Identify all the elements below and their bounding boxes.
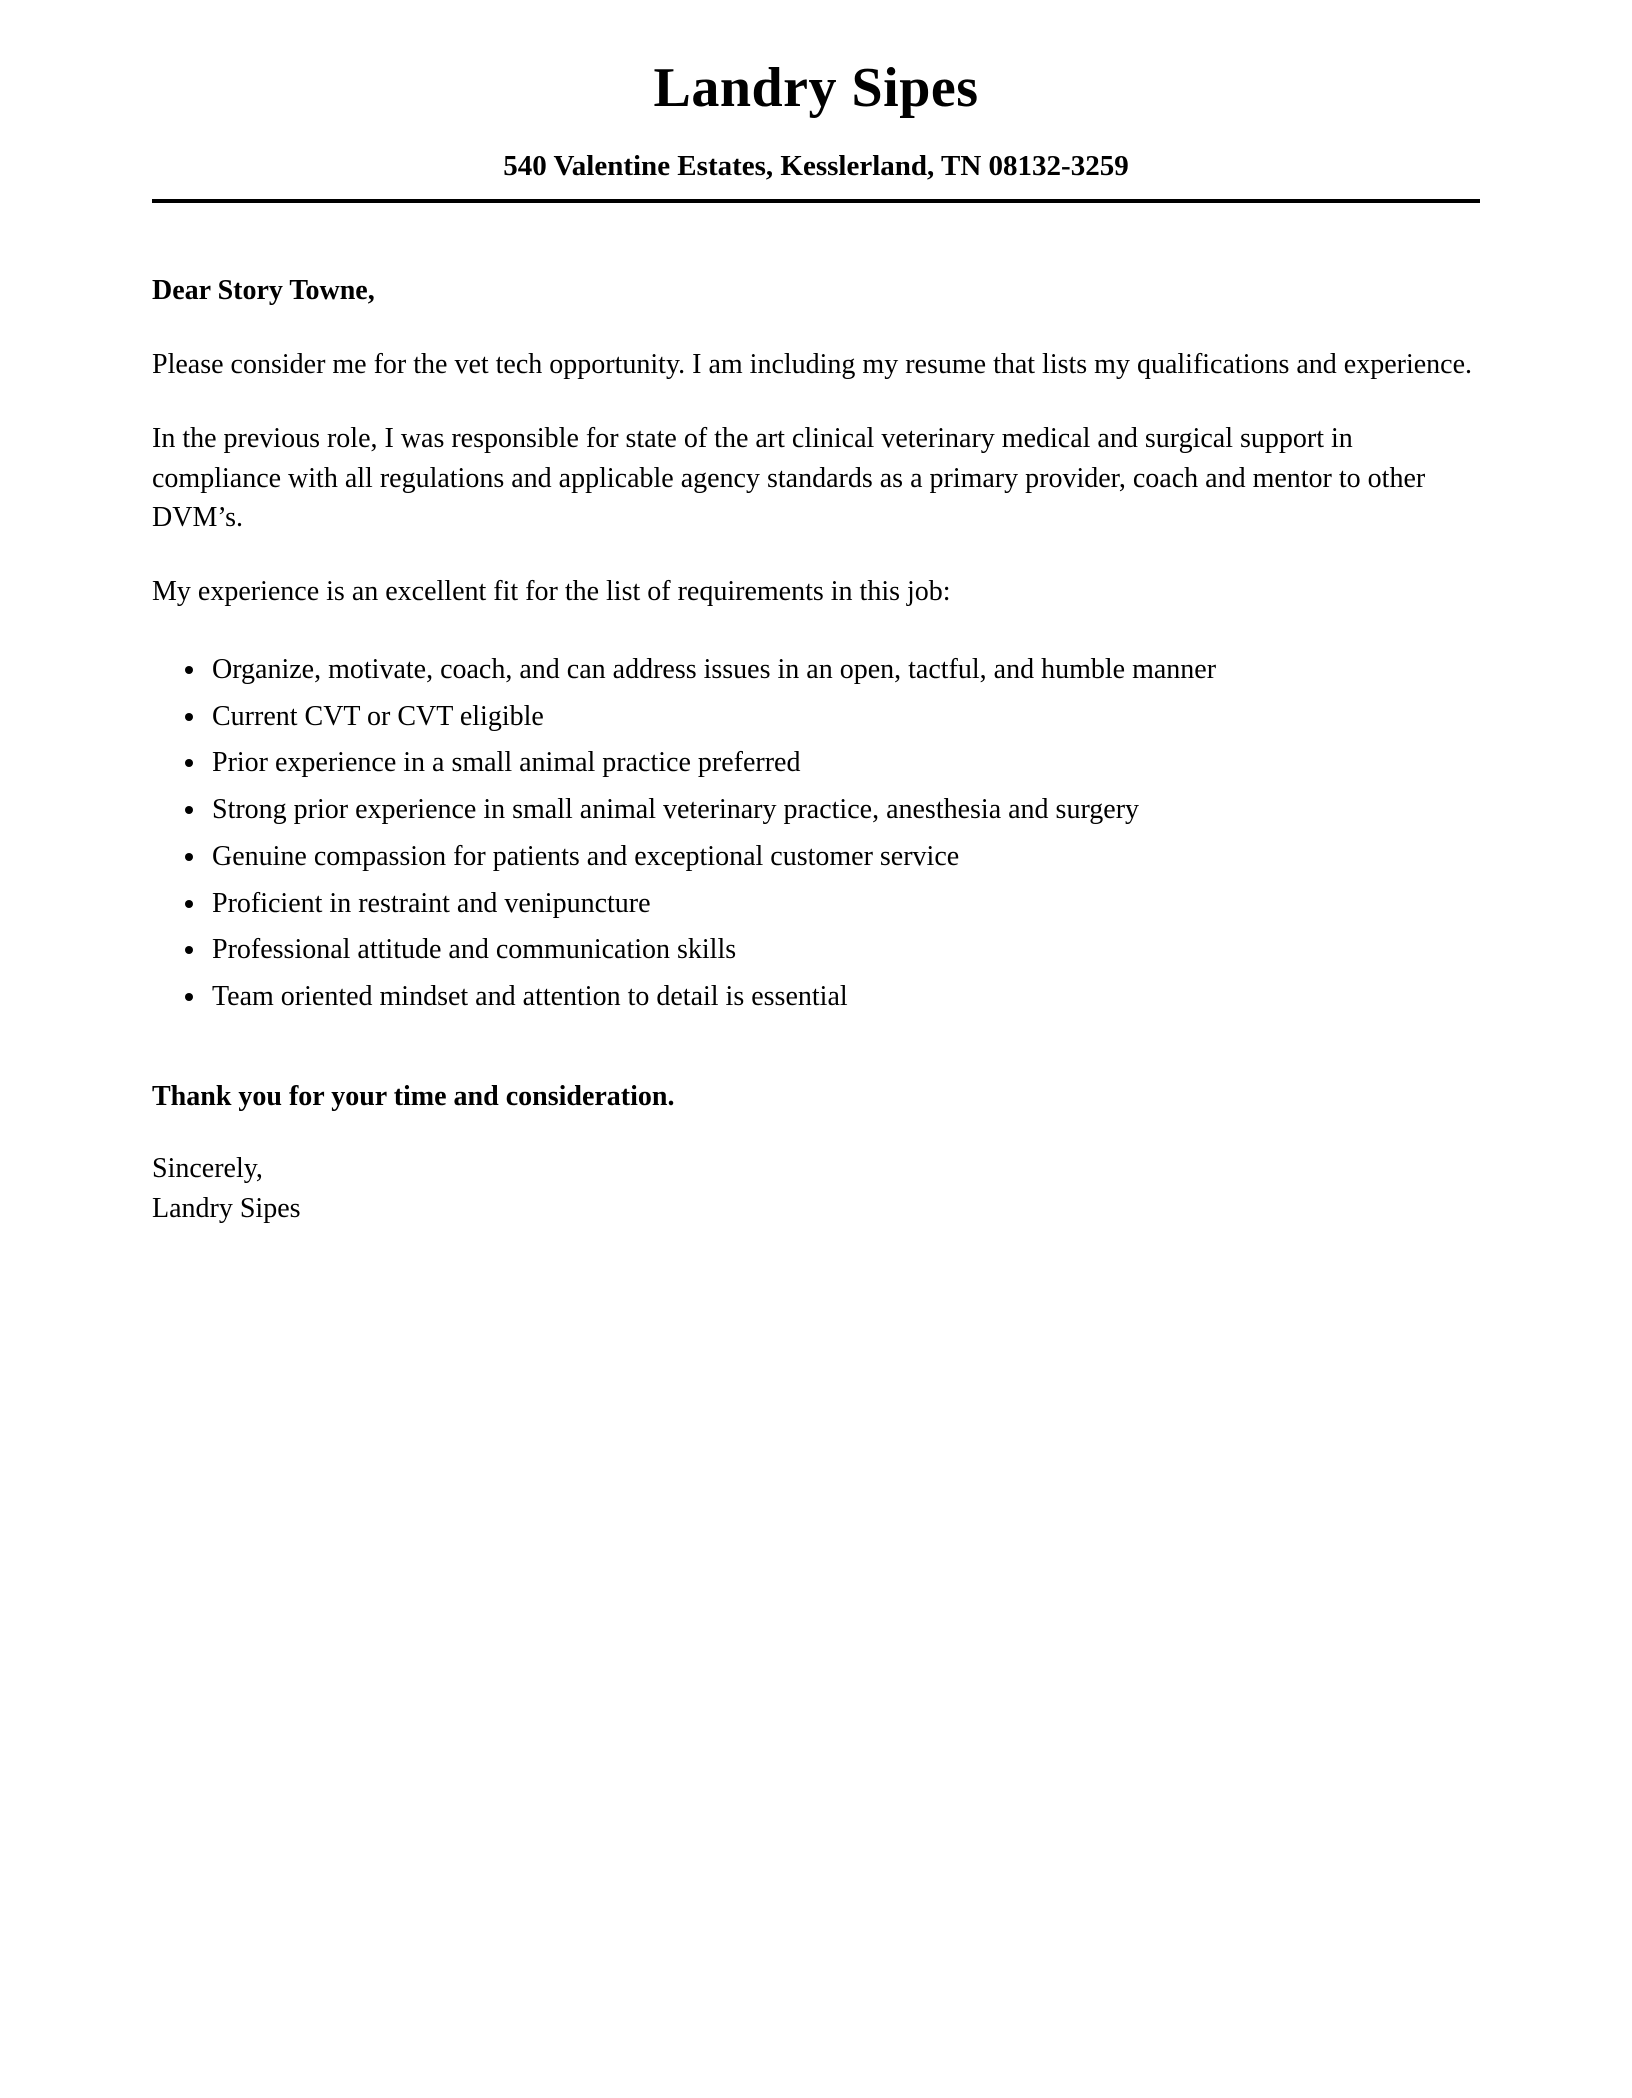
header-divider [152, 199, 1480, 203]
bullet-item: • Professional attitude and communication skills [208, 930, 1480, 970]
thank-you-line: Thank you for your time and consideration. [152, 1080, 675, 1112]
requirements-list [152, 650, 1480, 1017]
author-name: Landry Sipes [653, 57, 979, 119]
bullet-item: • Prior experience in a small animal practice preferred [208, 743, 1480, 783]
bullet-item: • Proficient in restraint and venipuncture [208, 884, 1480, 924]
bullet-item: • Current CVT or CVT eligible [208, 697, 1480, 737]
salutation: Dear Story Towne, [152, 275, 375, 306]
letter-header [152, 56, 1480, 203]
letter-body [152, 275, 1480, 1228]
closing-block [152, 1149, 1480, 1229]
bullet-item: • Organize, motivate, coach, and can address issues in an open, tactful, and humble manner [208, 650, 1480, 690]
bullet-item: • Genuine compassion for patients and exceptional customer service [208, 837, 1480, 877]
bullet-item: • Team oriented mindset and attention to detail is essential [208, 977, 1480, 1017]
bullet-item: • Strong prior experience in small animal veterinary practice, anesthesia and surgery [208, 790, 1480, 830]
paragraph-previous-role: In the previous role, I was responsible for state of the art clinical veterinary medical and surgical support in compliance with all regulations and applicable agency standards as a primary provider, coach and mentor to other DVM’s. [152, 422, 1426, 534]
signature-name: Landry Sipes [152, 1192, 301, 1224]
paragraph-intro: Please consider me for the vet tech opportunity. I am including my resume that lists my qualifications and experience. [152, 349, 1473, 380]
author-address: 540 Valentine Estates, Kesslerland, TN 08132-3259 [503, 150, 1129, 182]
paragraph-fit-statement: My experience is an excellent fit for the list of requirements in this job: [152, 576, 951, 607]
closing-salutation: Sincerely, [152, 1152, 263, 1184]
